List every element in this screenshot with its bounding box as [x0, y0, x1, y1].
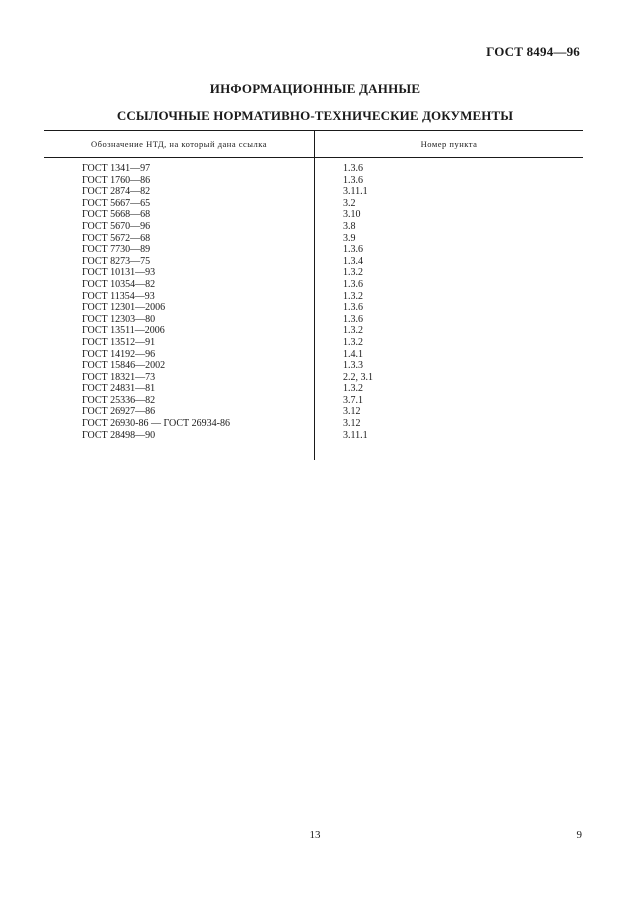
table-row: [44, 256, 583, 268]
page-number-right: 9: [576, 829, 582, 841]
document-reference: ГОСТ 5668—68: [82, 209, 151, 221]
document-reference: ГОСТ 12303—80: [82, 313, 156, 325]
table-row: [44, 279, 583, 291]
item-number: 1.3.3: [343, 360, 363, 372]
table-row: [44, 360, 583, 372]
item-number: 3.10: [343, 209, 361, 221]
page-number-center: 13: [309, 829, 321, 841]
document-reference: ГОСТ 1341—97: [82, 163, 151, 174]
document-reference: ГОСТ 14192—96: [82, 348, 156, 360]
document-reference: ГОСТ 10131—93: [82, 267, 156, 279]
document-reference: ГОСТ 1760—86: [82, 174, 151, 186]
item-number: 3.12: [343, 418, 361, 430]
item-number: 3.8: [343, 220, 356, 232]
document-reference: ГОСТ 24831—81: [82, 383, 156, 395]
item-number: 1.3.6: [343, 163, 363, 174]
table-row: [44, 244, 583, 256]
document-reference: ГОСТ 5672—68: [82, 232, 151, 244]
document-reference: ГОСТ 13512—91: [82, 336, 156, 348]
table-row: [44, 291, 583, 303]
document-reference: ГОСТ 28498—90: [82, 429, 156, 441]
table-row: [44, 383, 583, 395]
document-reference: ГОСТ 25336—82: [82, 394, 156, 406]
document-reference: ГОСТ 5670—96: [82, 220, 151, 232]
document-reference: ГОСТ 10354—82: [82, 278, 156, 290]
item-number: 1.3.2: [343, 383, 363, 395]
item-number: 1.3.6: [343, 278, 363, 290]
table-row: [44, 209, 583, 221]
item-number: 3.9: [343, 232, 356, 244]
table-row: [44, 395, 583, 407]
table-body: [44, 158, 583, 441]
document-reference: ГОСТ 12301—2006: [82, 302, 166, 314]
table-header: [44, 130, 583, 158]
item-number: 1.3.6: [343, 174, 363, 186]
table-row: [44, 233, 583, 245]
table-row: [44, 349, 583, 361]
document-reference: ГОСТ 2874—82: [82, 186, 151, 198]
item-number: 1.3.4: [343, 255, 363, 267]
column-header-item: Номер пункта: [420, 139, 478, 149]
item-number: 1.3.6: [343, 313, 363, 325]
table-row: [44, 325, 583, 337]
subsection-title: ССЫЛОЧНЫЕ НОРМАТИВНО-ТЕХНИЧЕСКИЕ ДОКУМЕНТЫ: [116, 108, 514, 123]
table-row: [44, 406, 583, 418]
document-reference: ГОСТ 13511—2006: [82, 325, 165, 337]
document-reference: ГОСТ 18321—73: [82, 371, 156, 383]
table-row: [44, 221, 583, 233]
item-number: 3.7.1: [343, 394, 363, 406]
standard-header: ГОСТ 8494—96: [486, 44, 580, 59]
item-number: 1.3.2: [343, 290, 363, 302]
item-number: 1.4.1: [343, 348, 363, 360]
table-row: [44, 198, 583, 210]
table-row: [44, 314, 583, 326]
document-reference: ГОСТ 8273—75: [82, 255, 151, 267]
document-reference: ГОСТ 26927—86: [82, 406, 156, 418]
column-header-document: Обозначение НТД, на который дана ссылка: [90, 139, 268, 149]
table-row: [44, 430, 583, 442]
table-row: [44, 163, 583, 175]
section-title: ИНФОРМАЦИОННЫЕ ДАННЫЕ: [209, 81, 421, 96]
table-row: [44, 302, 583, 314]
document-reference: ГОСТ 26930-86 — ГОСТ 26934-86: [82, 418, 230, 430]
table-row: [44, 186, 583, 198]
item-number: 3.2: [343, 197, 356, 209]
table-row: [44, 418, 583, 430]
table-row: [44, 267, 583, 279]
document-reference: ГОСТ 15846—2002: [82, 360, 166, 372]
document-reference: ГОСТ 5667—65: [82, 197, 151, 209]
item-number: 3.11.1: [343, 186, 368, 198]
item-number: 1.3.6: [343, 244, 363, 256]
table-row: [44, 175, 583, 187]
item-number: 1.3.2: [343, 325, 363, 337]
item-number: 3.12: [343, 406, 361, 418]
item-number: 2.2, 3.1: [343, 371, 373, 383]
document-reference: ГОСТ 7730—89: [82, 244, 151, 256]
document-reference: ГОСТ 11354—93: [82, 290, 155, 302]
item-number: 1.3.6: [343, 302, 363, 314]
table-row: [44, 372, 583, 384]
reference-table: [44, 130, 583, 441]
table-row: [44, 337, 583, 349]
item-number: 1.3.2: [343, 267, 363, 279]
item-number: 1.3.2: [343, 336, 363, 348]
item-number: 3.11.1: [343, 429, 368, 441]
